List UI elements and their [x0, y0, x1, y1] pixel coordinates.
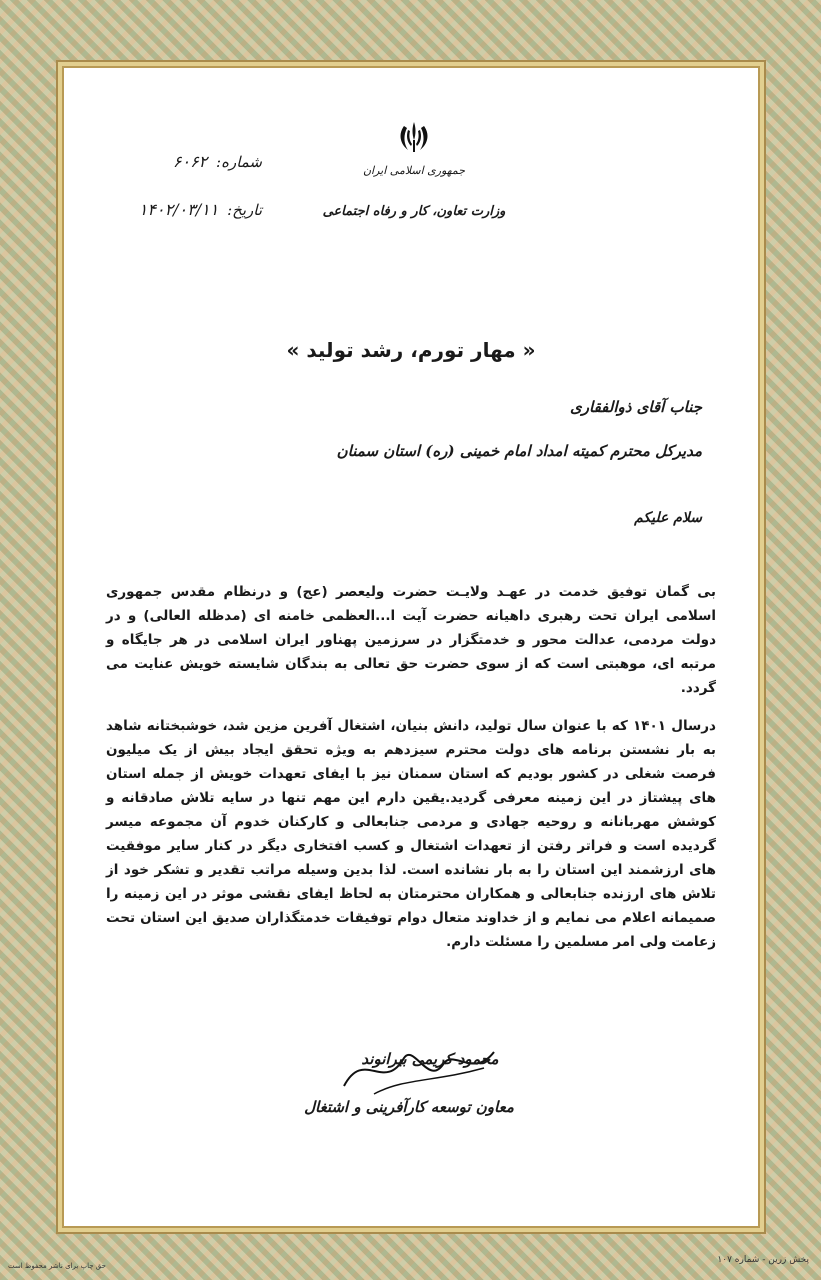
iran-emblem-icon — [394, 118, 434, 158]
letter-date — [112, 200, 262, 219]
footer-copyright: حق چاپ برای ناشر محفوظ است — [8, 1262, 106, 1270]
addressee-position: مدیرکل محترم کمیته امداد امام خمینی (ره) استان سمنان — [336, 442, 702, 460]
ministry-name: وزارت تعاون، کار و رفاه اجتماعی — [322, 204, 506, 219]
letter-paper — [62, 66, 760, 1228]
letter-title: « مهار تورم، رشد تولید » — [286, 338, 536, 362]
date-value: ۱۴۰۲/۰۳/۱۱ — [138, 200, 219, 219]
greeting: سلام علیکم — [634, 510, 702, 526]
body-paragraph-2: درسال ۱۴۰۱ که با عنوان سال تولید، دانش بنیان، اشتغال آفرین مزین شد، خوشبختانه شاهد به بار نشستن برنامه های دولت محترم سیزدهم به ویژه تحقق ایجاد بیش از یک میلیون فرصت شغلی در کشور بودیم که استان سمنان نیز با ایفای تعهدات خویش از جمله استان های پیشتاز در این زمینه معرفی گردید.یقین دارم این مهم تنها در سایه تلاش صادقانه و کوشش مهربانانه و روحیه جهادی و مردمی جنابعالی و کارکنان خدوم آن مجموعه میسر گردیده است و فراتر رفتن از تعهدات اشتغال و کسب افتخاری دیگر در کنار سایر موفقیت های ارزشمند این استان را به بار نشانده است. لذا بدین وسیله مراتب تقدیر و تشکر خود از تلاش های ارزنده جنابعالی و همکاران محترمتان به لحاظ ایفای نقشی موثر در این زمینه را صمیمانه اعلام می نمایم و از خداوند متعال دوام توفیقات خدمتگذاران صدیق این استان تحت زعامت ولی امر مسلمین را مسئلت دارم. — [106, 717, 716, 950]
footer-publisher: پخش زرین - شماره ۱۰۷ — [717, 1255, 809, 1265]
ministry-country: جمهوری اسلامی ایران — [362, 164, 466, 177]
letter-number — [112, 152, 262, 171]
signature-scribble — [334, 1038, 504, 1098]
signatory-title: معاون توسعه کارآفرینی و اشتغال — [304, 1098, 514, 1116]
addressee-name: جناب آقای ذوالفقاری — [570, 398, 702, 416]
date-label: تاریخ: — [227, 201, 262, 219]
signatory-name: محمود کریمی بیرانوند — [361, 1050, 499, 1068]
number-value: ۶۰۶۲ — [172, 152, 208, 171]
number-label: شماره: — [216, 153, 262, 171]
body-paragraph-1: بی گمان توفیق خدمت در عهـد ولایـت حضرت ولیعصر (عج) و درنظام مقدس جمهوری اسلامی ایران تحت رهبری داهیانه حضرت آیت ا...العظمی خامنه ای (مدظله العالی) و در دولت مردمی، عدالت محور و خدمتگزار در سرزمین پهناور ایران اسلامی در هر جایگاه و مرتبه ای، موهبتی است که از سوی حضرت حق تعالی به بندگان شایسته خویش عنایت می گردد. — [106, 583, 716, 696]
